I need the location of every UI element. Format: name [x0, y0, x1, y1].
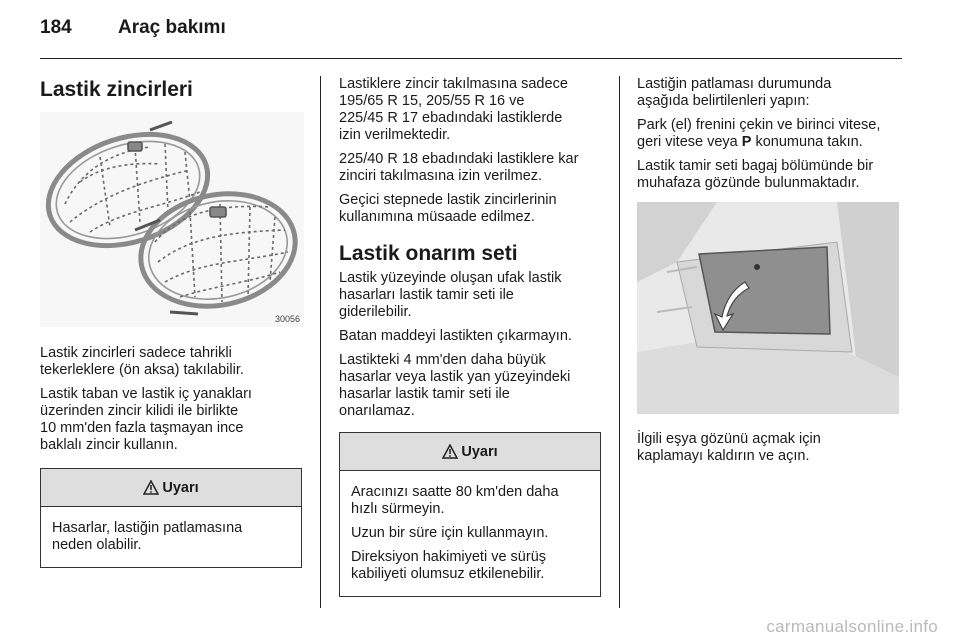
figure-number: 30056 [274, 314, 300, 324]
column-1 [40, 76, 304, 568]
paragraph: Lastik zincirleri sadece tahrikli tekerleklere (ön aksa) takılabilir. [40, 345, 244, 378]
warning-header [340, 433, 600, 471]
warning-text: Hasarlar, lastiğin patlamasına neden olabilir. [52, 520, 243, 553]
column-divider-1 [320, 76, 321, 608]
tire-chains-illustration [40, 112, 304, 327]
paragraph-text: konumuna takın. [751, 134, 863, 150]
warning-box [339, 432, 601, 597]
section-title-repair-kit: Lastik onarım seti [339, 242, 518, 265]
warning-body [41, 507, 301, 567]
header-rule [40, 58, 902, 59]
warning-triangle-icon [442, 444, 458, 459]
tire-chains-figure [40, 112, 304, 327]
paragraph: Geçici stepnede lastik zincirlerinin kullanımına müsaade edilmez. [339, 192, 557, 225]
warning-text: Aracınızı saatte 80 km'den daha hızlı sürmeyin. [351, 484, 559, 517]
paragraph: Lastikteki 4 mm'den daha büyük hasarlar veya lastik yan yüzeyindeki hasarlar lastik tamir seti ile onarılamaz. [339, 352, 571, 419]
section-title-tire-chains: Lastik zincirleri [40, 78, 193, 101]
watermark: carmanualsonline.info [766, 617, 938, 636]
chapter-title: Araç bakımı [118, 17, 226, 38]
column-2 [339, 76, 603, 597]
paragraph: Lastiklere zincir takılmasına sadece 195/65 R 15, 205/55 R 16 ve 225/45 R 17 ebadındaki lastiklerde izin verilmektedir. [339, 76, 568, 143]
warning-text: Uzun bir süre için kullanmayın. [351, 525, 549, 541]
warning-text: Direksiyon hakimiyeti ve sürüş kabiliyeti olumsuz etkilenebilir. [351, 549, 547, 582]
paragraph-text: Park (el) frenini çekin ve birinci vitese, geri vitese veya [637, 117, 881, 150]
paragraph: Lastiğin patlaması durumunda aşağıda belirtilenleri yapın: [637, 76, 832, 109]
warning-triangle-icon [143, 480, 159, 495]
warning-body [340, 471, 600, 596]
paragraph: 225/40 R 18 ebadındaki lastiklere kar zinciri takılmasına izin verilmez. [339, 151, 579, 184]
warning-box [40, 468, 302, 568]
paragraph: Lastik yüzeyinde oluşan ufak lastik hasarları lastik tamir seti ile giderilebilir. [339, 270, 562, 320]
paragraph: Lastik tamir seti bagaj bölümünde bir muhafaza gözünde bulunmaktadır. [637, 158, 874, 191]
warning-title: Uyarı [461, 443, 498, 460]
paragraph: Batan maddeyi lastikten çıkarmayın. [339, 328, 572, 344]
trunk-compartment-figure [637, 202, 899, 414]
paragraph: Lastik taban ve lastik iç yanakları üzerinden zincir kilidi ile birlikte 10 mm'den fazla taşmayan ince baklalı zincir kullanın. [40, 386, 252, 453]
trunk-compartment-illustration [637, 202, 899, 414]
column-divider-2 [619, 76, 620, 608]
warning-title: Uyarı [162, 479, 199, 496]
paragraph [637, 117, 907, 151]
page-number: 184 [40, 17, 72, 38]
paragraph: İlgili eşya gözünü açmak için kaplamayı kaldırın ve açın. [637, 431, 821, 464]
column-3 [637, 76, 907, 472]
gear-position-p: P [741, 134, 752, 150]
warning-header [41, 469, 301, 507]
